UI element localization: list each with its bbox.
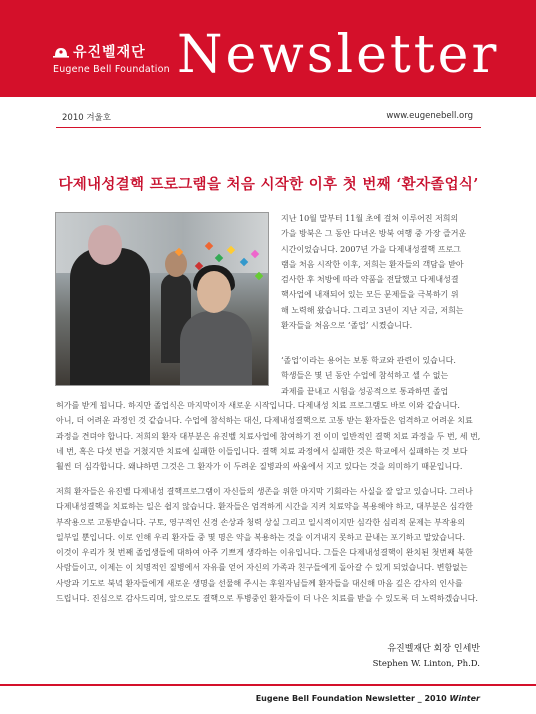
text-line: 사람들이고, 이제는 이 치명적인 질병에서 자유를 얻어 자신의 가족과 친구들에게 돌아갈 수 있게 되었습니다. 변함없는 — [56, 563, 468, 573]
text-line: 아니, 더 어려운 과정인 것 같습니다. 수업에 참석하는 대신, 다제내성결핵으로 고통 받는 환자들은 엄격하고 어려운 치료 — [56, 416, 473, 426]
newsletter-title: Newsletter — [177, 25, 500, 85]
text-line: 램을 처음 시작한 이후, 저희는 환자들의 객담을 받아 — [281, 259, 464, 269]
foundation-logo[interactable] — [53, 41, 170, 75]
website-link[interactable]: www.eugenebell.org — [386, 111, 473, 121]
photo-person-woman — [180, 311, 252, 386]
signature-english: Stephen W. Linton, Ph.D. — [372, 659, 480, 669]
text-line: 부작용으로 고통받습니다. 구토, 영구적인 신경 손상과 청력 상실 그리고 일시적이지만 심각한 심리적 문제는 부작용의 — [56, 517, 466, 527]
org-name-en: Eugene Bell Foundation — [53, 63, 170, 75]
paper-crane-icon — [255, 272, 263, 280]
text-line: 훨씬 더 심각합니다. 왜냐하면 그것은 그 환자가 이 두려운 질병과의 싸움에서 지고 있다는 것을 의미하기 때문입니다. — [56, 462, 463, 472]
photo-person-back-head — [165, 251, 187, 277]
text-line: 다제내성결핵을 치료하는 일은 쉽지 않습니다. 환자들은 엄격하게 시간을 지켜 치료약을 복용해야 하고, 대부분은 심각한 — [56, 502, 473, 512]
text-line: 해 노력해 왔습니다. 그리고 3년이 지난 지금, 저희는 — [281, 305, 464, 315]
text-line: 가을 방북은 그 동안 다녀온 방북 여행 중 가장 즐거운 — [281, 229, 467, 239]
text-line: 과정을 견뎌야 합니다. 저희의 환자 대부분은 유진벨 치료사업에 참여하기 전 이미 일반적인 결핵 치료 과정을 두 번, 세 번, — [56, 431, 481, 441]
article-photo — [55, 212, 269, 386]
text-line: 학생들은 몇 년 동안 수업에 참석하고 셀 수 없는 — [281, 371, 449, 381]
graduation-paragraph-continued — [56, 398, 481, 474]
text-line: 이것이 우리가 첫 번째 졸업생들에 대하여 아주 기쁘게 생각하는 이유입니다. 그들은 다제내성결핵이 완치된 첫번째 북한 — [56, 548, 473, 558]
photo-person-left-head — [88, 225, 122, 265]
text-line: 사랑과 기도로 북녘 환자들에게 새로운 생명을 선물해 주시는 후원자님들께 환자들을 대신해 마음 깊은 감사의 인사를 — [56, 578, 463, 588]
text-line: 저희 환자들은 유진벨 다제내성 결핵프로그램이 자신들의 생존을 위한 마지막 기회라는 사실을 잘 알고 있습니다. 그러나 — [56, 487, 473, 496]
graduation-paragraph-start — [281, 353, 481, 399]
signature-korean: 유진벨재단 회장 인세반 — [387, 644, 480, 654]
text-line: 핵사업에 내재되어 있는 모든 문제들을 극복하기 위 — [281, 290, 459, 300]
text-line: 네 번, 혹은 다섯 번을 거쳤지만 치료에 실패한 이들입니다. 결핵 치료 과정에서 실패한 것은 학교에서 실패하는 것 보다 — [56, 446, 468, 456]
text-line: 시간이었습니다. 2007년 가을 다제내성결핵 프로그 — [281, 244, 461, 254]
text-line: 허가를 받게 됩니다. 하지만 졸업식은 마지막이자 새로운 시작입니다. 다제내성 치료 프로그램도 바로 이와 같습니다. — [56, 401, 460, 410]
footer-divider — [0, 684, 536, 686]
top-divider — [56, 127, 481, 128]
text-line: ‘졸업’이라는 용어는 보통 학교와 관련이 있습니다. — [281, 356, 456, 365]
intro-paragraph — [281, 211, 481, 333]
bell-logo-icon — [53, 46, 69, 58]
closing-paragraph — [56, 484, 481, 606]
masthead-banner — [0, 0, 536, 97]
footer-text: Eugene Bell Foundation Newsletter _ 2010 — [255, 694, 447, 703]
text-line: 일부일 뿐입니다. 이로 인해 우리 환자들 중 몇 명은 약을 복용하는 것을 이겨내지 못하고 끝내는 포기하고 말았습니다. — [56, 532, 465, 542]
photo-person-woman-face — [197, 271, 231, 313]
article-headline: 다제내성결핵 프로그램을 처음 시작한 이후 첫 번째 ‘환자졸업식’ — [58, 176, 479, 193]
footer-credit — [256, 694, 480, 703]
issue-label: 2010 겨울호 — [62, 113, 111, 123]
text-line: 드립니다. 진심으로 감사드리며, 앞으로도 결핵으로 투병중인 환자들이 더 나은 치료를 받을 수 있도록 더 노력하겠습니다. — [56, 594, 478, 604]
photo-person-left — [70, 248, 150, 386]
footer-season: Winter — [449, 694, 480, 703]
text-line: 검사한 후 처방에 따라 약품을 전달했고 다제내성결 — [281, 275, 459, 285]
org-name-ko: 유진벨재단 — [73, 44, 146, 61]
text-line: 환자들을 처음으로 ‘졸업’ 시켰습니다. — [281, 321, 413, 331]
text-line: 과제를 끝내고 시험을 성공적으로 통과하면 졸업 — [281, 386, 449, 396]
text-line: 지난 10월 말부터 11월 초에 걸쳐 이루어진 저희의 — [281, 214, 459, 223]
